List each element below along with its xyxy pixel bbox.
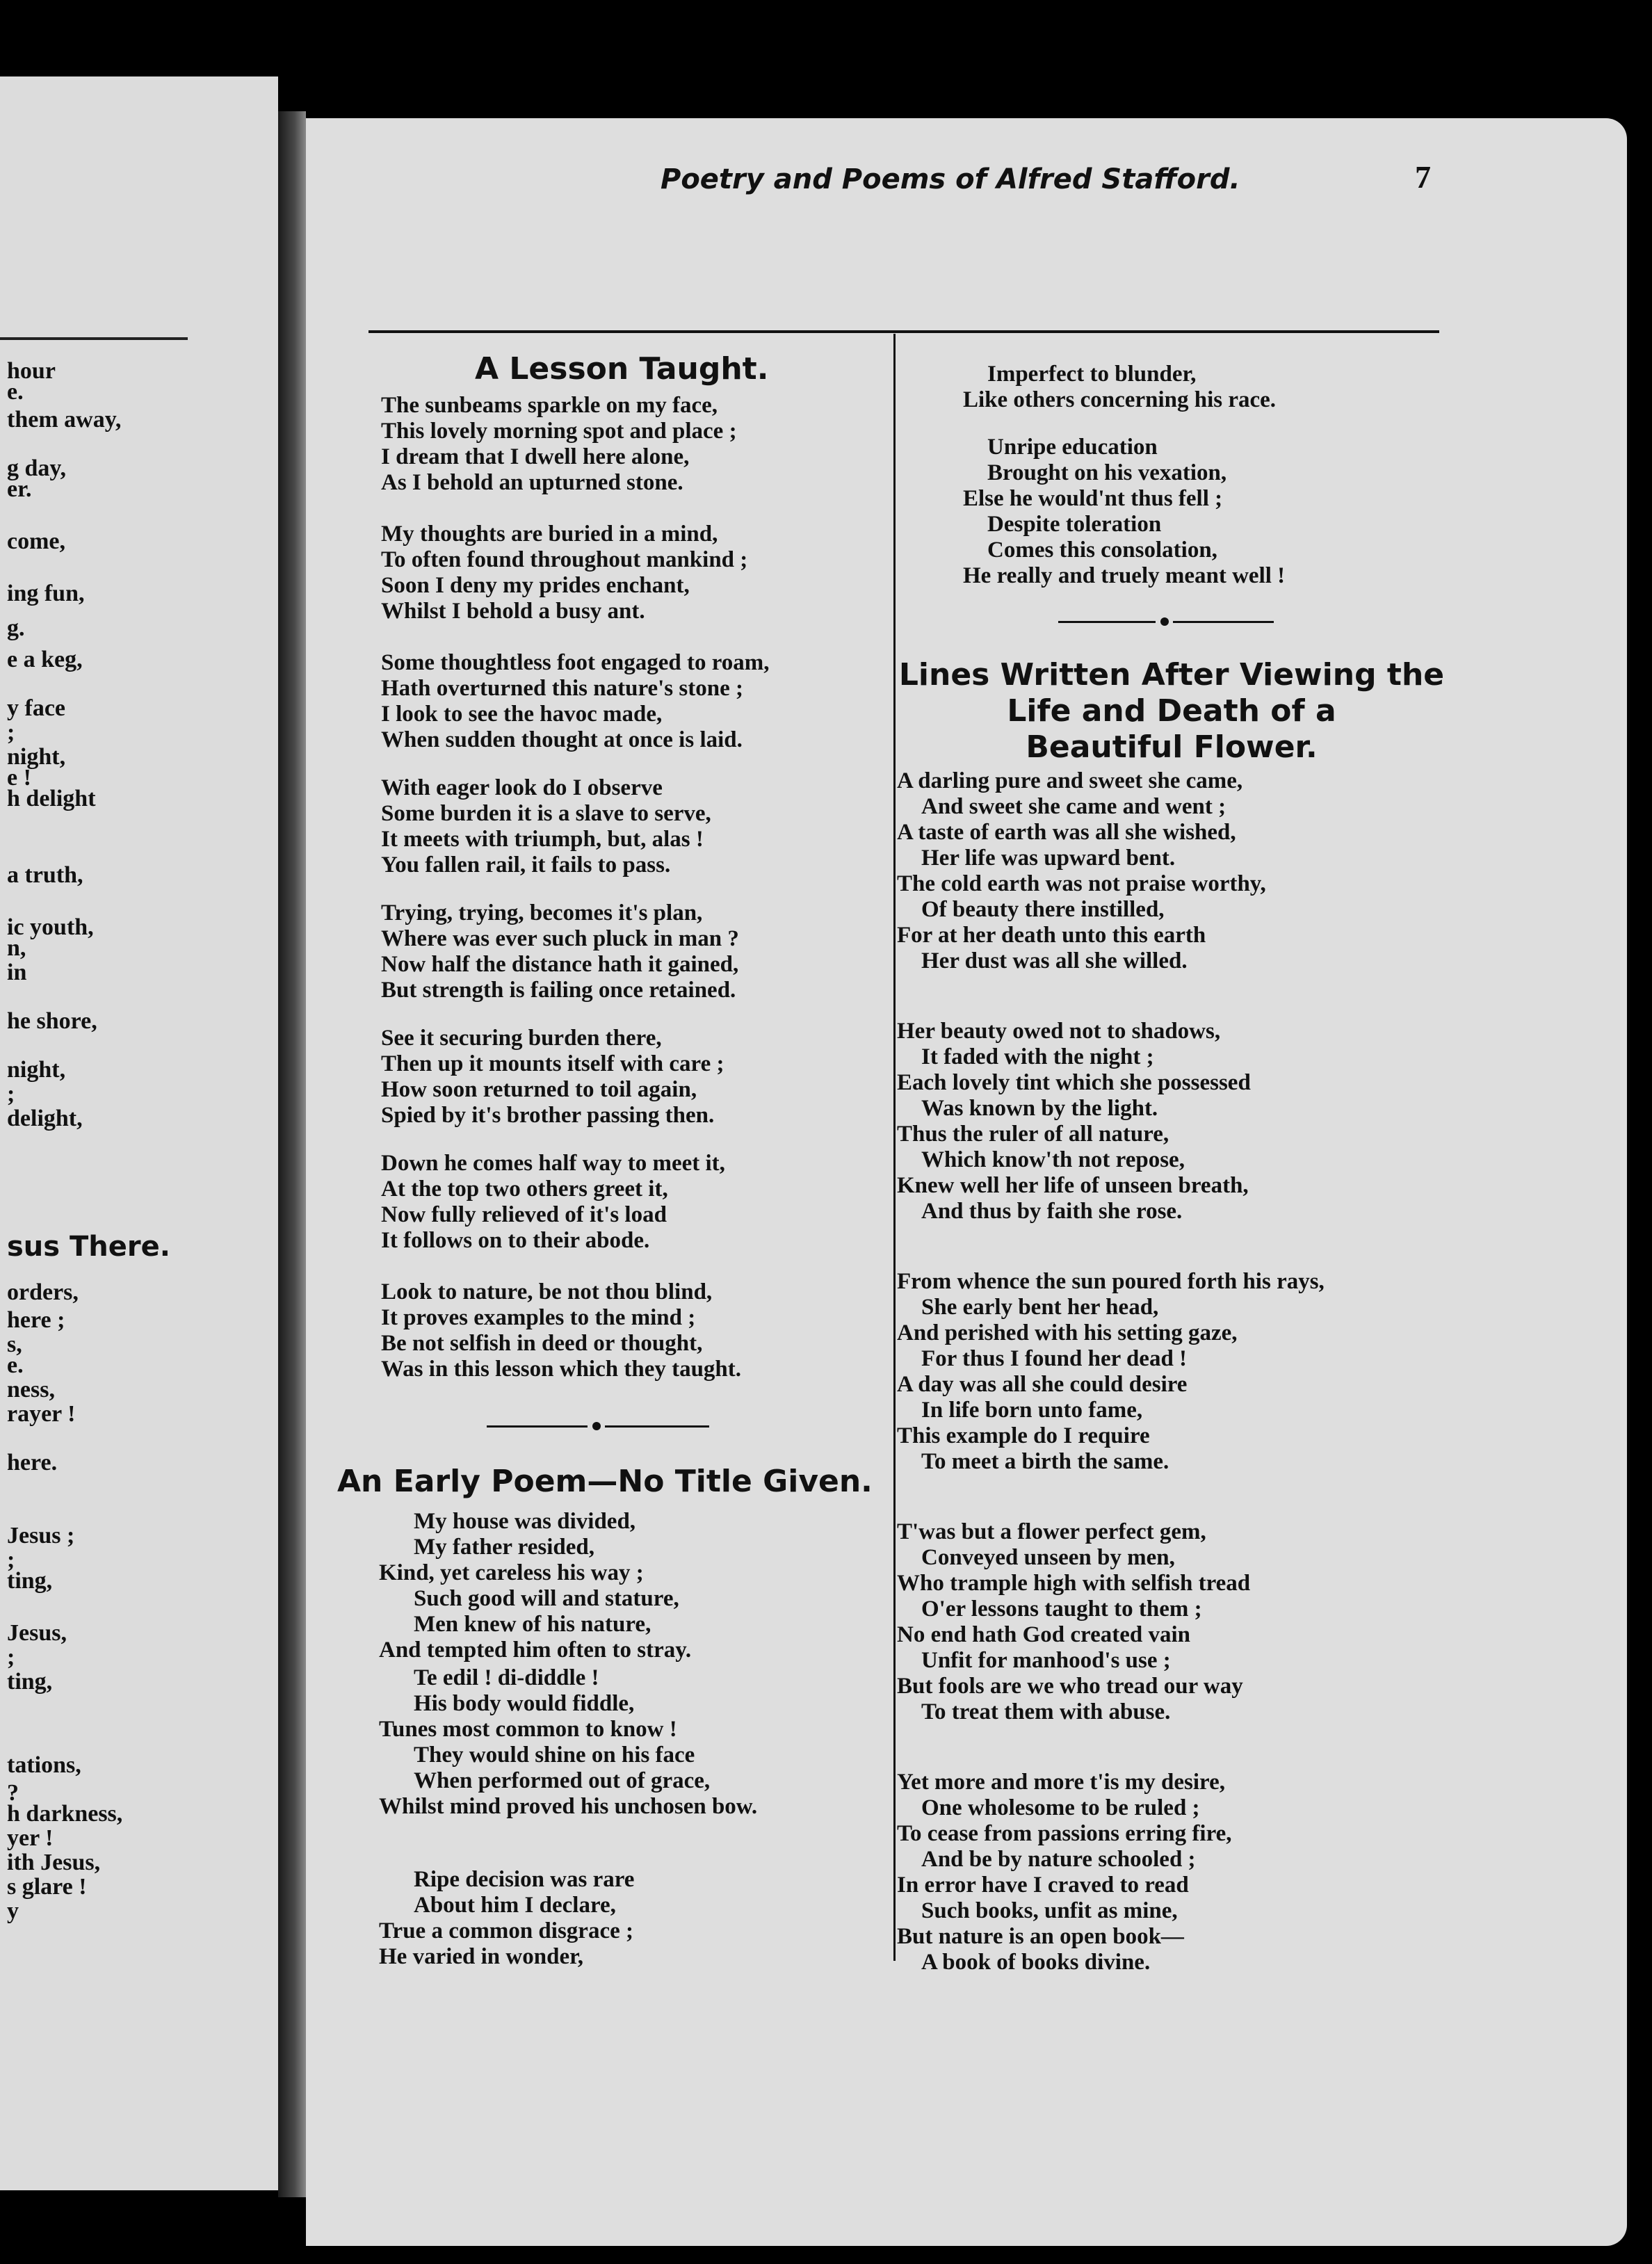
poem-line: When sudden thought at once is laid. [381,727,743,752]
poem-line: Thus the ruler of all nature, [897,1122,1169,1147]
left-page-text-fragment: ith Jesus, [7,1850,101,1875]
stanza [381,1026,724,1129]
poem-line: For thus I found her dead ! [921,1346,1188,1371]
left-page-text-fragment: er. [7,476,32,502]
left-page-rule [0,337,188,340]
stanza [897,1770,1232,1975]
left-page-text-fragment: orders, [7,1279,79,1305]
poem-line: Now half the distance hath it gained, [381,952,739,977]
poem-line: About him I declare, [414,1893,616,1918]
poem-line: He varied in wonder, [379,1944,583,1969]
left-page-text-fragment: Jesus, [7,1620,67,1646]
poem-line: It proves examples to the mind ; [381,1305,696,1330]
poem-line: Knew well her life of unseen breath, [897,1173,1249,1198]
left-page-text-fragment: come, [7,528,66,554]
left-page-text-fragment: them away, [7,407,122,432]
poem-line: As I behold an upturned stone. [381,470,683,495]
left-page-text-fragment: e. [7,379,24,405]
left-page-text-fragment: ; [7,720,15,745]
left-page-text-fragment: e. [7,1352,24,1378]
poem-title: An Early Poem—No Title Given. [337,1464,873,1499]
poem-line: Her dust was all she willed. [921,948,1188,973]
poem-line: At the top two others greet it, [381,1177,668,1202]
poem-line: True a common disgrace ; [379,1918,633,1943]
poem-title-line: Lines Written After Viewing the [898,657,1445,693]
poem-line: And perished with his setting gaze, [897,1320,1238,1345]
stanza [381,1151,725,1254]
poem-line: She early bent her head, [921,1295,1159,1320]
stanza [963,362,1276,413]
left-page-text-fragment: night, [7,744,66,770]
left-page-text-fragment: sus There. [7,1231,170,1263]
poem-line: Some burden it is a slave to serve, [381,801,711,826]
poem-line: Some thoughtless foot engaged to roam, [381,650,770,675]
left-page-text-fragment: s glare ! [7,1874,87,1900]
poem-line: I dream that I dwell here alone, [381,444,690,469]
left-page-text-fragment: y [7,1898,19,1924]
poem-line: Of beauty there instilled, [921,897,1165,922]
left-page-text-fragment: a truth, [7,862,83,888]
poem-line: Was known by the light. [921,1096,1158,1121]
poem-title-line: Life and Death of a [1007,693,1336,729]
poem-line: Whilst I behold a busy ant. [381,599,645,624]
left-page-text-fragment: tations, [7,1752,81,1778]
poem-line: And tempted him often to stray. [379,1638,692,1663]
poem-line: For at her death unto this earth [897,923,1206,948]
poem-line: Her life was upward bent. [921,846,1176,871]
poem-line: No end hath God created vain [897,1622,1191,1647]
stanza [381,521,747,624]
poem-line: A darling pure and sweet she came, [897,768,1243,793]
poem-line: To often found throughout mankind ; [381,547,748,572]
poem-line: Be not selfish in deed or thought, [381,1331,703,1356]
poem-line: Kind, yet careless his way ; [379,1560,644,1585]
poem-line: My father resided, [414,1535,594,1560]
poem-line: Else he would'nt thus fell ; [963,486,1223,511]
left-page-text-fragment: here ; [7,1307,65,1333]
left-page-text-fragment: hour [7,358,56,384]
running-title: Poetry and Poems of Alfred Stafford. [661,163,1240,195]
stanza [381,650,770,753]
left-page-text-fragment: yer ! [7,1825,54,1851]
poem-line: And be by nature schooled ; [921,1847,1196,1872]
poem-title-block [897,657,1446,766]
book-gutter [278,111,306,2197]
poem-line: The sunbeams sparkle on my face, [381,393,718,418]
poem-line: Then up it mounts itself with care ; [381,1051,724,1076]
poem-line: Hath overturned this nature's stone ; [381,676,743,701]
left-page-text-fragment: ; [7,1547,15,1573]
left-page-text-fragment: ing fun, [7,581,85,606]
left-page-text-fragment: Jesus ; [7,1523,75,1549]
poem-line: Tunes most common to know ! [379,1717,677,1742]
poem-line: Her beauty owed not to shadows, [897,1019,1221,1044]
poem-line: It faded with the night ; [921,1044,1154,1069]
poem-line: It meets with triumph, but, alas ! [381,827,704,852]
left-page-text-fragment: ; [7,1644,15,1670]
stanza [897,768,1266,974]
left-page-text-fragment: g day, [7,455,67,481]
poem-line: When performed out of grace, [414,1768,711,1793]
poem-line: One wholesome to be ruled ; [921,1795,1200,1820]
poem-line: It follows on to their abode. [381,1228,650,1253]
poem-line: Te edil ! di-diddle ! [414,1665,599,1690]
poem-line: To cease from passions erring fire, [897,1821,1232,1846]
poem-line: But strength is failing once retained. [381,978,736,1003]
poem-line: Where was ever such pluck in man ? [381,926,739,951]
left-page-text-fragment: h delight [7,786,96,811]
poem-line: Soon I deny my prides enchant, [381,573,690,598]
poem-line: But fools are we who tread our way [897,1674,1243,1699]
poem-line: Ripe decision was rare [414,1867,635,1892]
poem-line: Was in this lesson which they taught. [381,1357,742,1382]
stanza [897,1019,1251,1224]
poem-line: See it securing burden there, [381,1026,662,1051]
column-divider [893,334,896,1961]
poem-line: How soon returned to toil again, [381,1077,697,1102]
left-page-text-fragment: ting, [7,1669,53,1695]
ornament-divider [487,1422,709,1430]
left-page-text-fragment: s, [7,1332,22,1357]
stanza [963,435,1285,589]
left-page-text-fragment: ; [7,1081,15,1107]
poem-line: This lovely morning spot and place ; [381,419,737,444]
poem-line: Conveyed unseen by men, [921,1545,1175,1570]
poem-line: His body would fiddle, [414,1691,635,1716]
poem-line: I look to see the havoc made, [381,702,663,727]
left-page-text-fragment: ness, [7,1377,55,1402]
poem-line: My house was divided, [414,1509,636,1534]
left-page-text-fragment: in [7,960,27,985]
stanza [897,1269,1325,1475]
stanza [381,393,737,496]
poem-line: Each lovely tint which she possessed [897,1070,1251,1095]
poem-line: Brought on his vexation, [987,460,1227,485]
poem-line: This example do I require [897,1423,1150,1448]
poem-line: Imperfect to blunder, [987,362,1197,387]
poem-line: My thoughts are buried in a mind, [381,521,718,547]
header-rule [369,330,1439,333]
poem-line: With eager look do I observe [381,775,663,800]
poem-line: Now fully relieved of it's load [381,1202,667,1227]
poem-line: The cold earth was not praise worthy, [897,871,1266,896]
left-page-text-fragment: h darkness, [7,1801,123,1827]
left-page-text-fragment: ? [7,1780,19,1806]
poem-line: Unripe education [987,435,1158,460]
poem-line: Whilst mind proved his unchosen bow. [379,1794,758,1819]
poem-line: In error have I craved to read [897,1873,1189,1898]
poem-line: To meet a birth the same. [921,1449,1169,1474]
poem-line: In life born unto fame, [921,1398,1143,1423]
poem-line: A book of books divine. [921,1950,1151,1975]
poem-title-line: Beautiful Flower. [1026,729,1318,765]
poem-line: O'er lessons taught to them ; [921,1596,1202,1622]
poem-line: Despite toleration [987,512,1162,537]
left-page-text-fragment: rayer ! [7,1401,76,1427]
poem-line: Comes this consolation, [987,537,1217,563]
poem-line: A taste of earth was all she wished, [897,820,1236,845]
left-page-text-fragment: he shore, [7,1008,97,1034]
stanza [897,1519,1250,1725]
poem-line: Who trample high with selfish tread [897,1571,1251,1596]
page-number: 7 [1415,159,1431,195]
left-page-text-fragment: ic youth, [7,914,94,940]
poem-line: A day was all she could desire [897,1372,1188,1397]
poem-line: And sweet she came and went ; [921,794,1226,819]
stanza [381,900,739,1003]
left-page-text-fragment: y face [7,695,66,721]
poem-title: A Lesson Taught. [475,351,769,387]
stanza [381,1279,741,1382]
poem-line: You fallen rail, it fails to pass. [381,852,671,878]
stanza [379,1867,634,1970]
left-page-text-fragment: here. [7,1450,58,1475]
poem-line: Yet more and more t'is my desire, [897,1770,1226,1795]
left-page-fragment [0,76,278,2190]
ornament-divider [1058,617,1274,626]
poem-line: Spied by it's brother passing then. [381,1103,715,1128]
stanza [379,1509,691,1663]
left-page-text-fragment: g. [7,615,25,641]
poem-line: T'was but a flower perfect gem, [897,1519,1206,1544]
poem-line: But nature is an open book— [897,1924,1184,1949]
stanza [379,1665,757,1820]
poem-line: Like others concerning his race. [963,387,1277,412]
poem-line: And thus by faith she rose. [921,1199,1183,1224]
poem-line: Trying, trying, becomes it's plan, [381,900,703,925]
left-page-text-fragment: e ! [7,765,31,791]
poem-line: Down he comes half way to meet it, [381,1151,725,1176]
poem-line: Which know'th not repose, [921,1147,1185,1172]
poem-line: Such books, unfit as mine, [921,1898,1178,1923]
left-page-text-fragment: e a keg, [7,647,83,672]
left-page-text-fragment: ting, [7,1568,53,1594]
poem-line: From whence the sun poured forth his rays, [897,1269,1325,1294]
stanza [381,775,711,878]
poem-line: He really and truely meant well ! [963,563,1286,588]
poem-line: They would shine on his face [414,1743,695,1768]
poem-line: Unfit for manhood's use ; [921,1648,1171,1673]
poem-line: Such good will and stature, [414,1586,679,1611]
left-page-text-fragment: delight, [7,1106,83,1131]
poem-line: Look to nature, be not thou blind, [381,1279,713,1304]
poem-line: Men knew of his nature, [414,1612,651,1637]
poem-line: To treat them with abuse. [921,1699,1171,1724]
left-page-text-fragment: night, [7,1057,66,1083]
left-page-text-fragment: n, [7,935,26,961]
